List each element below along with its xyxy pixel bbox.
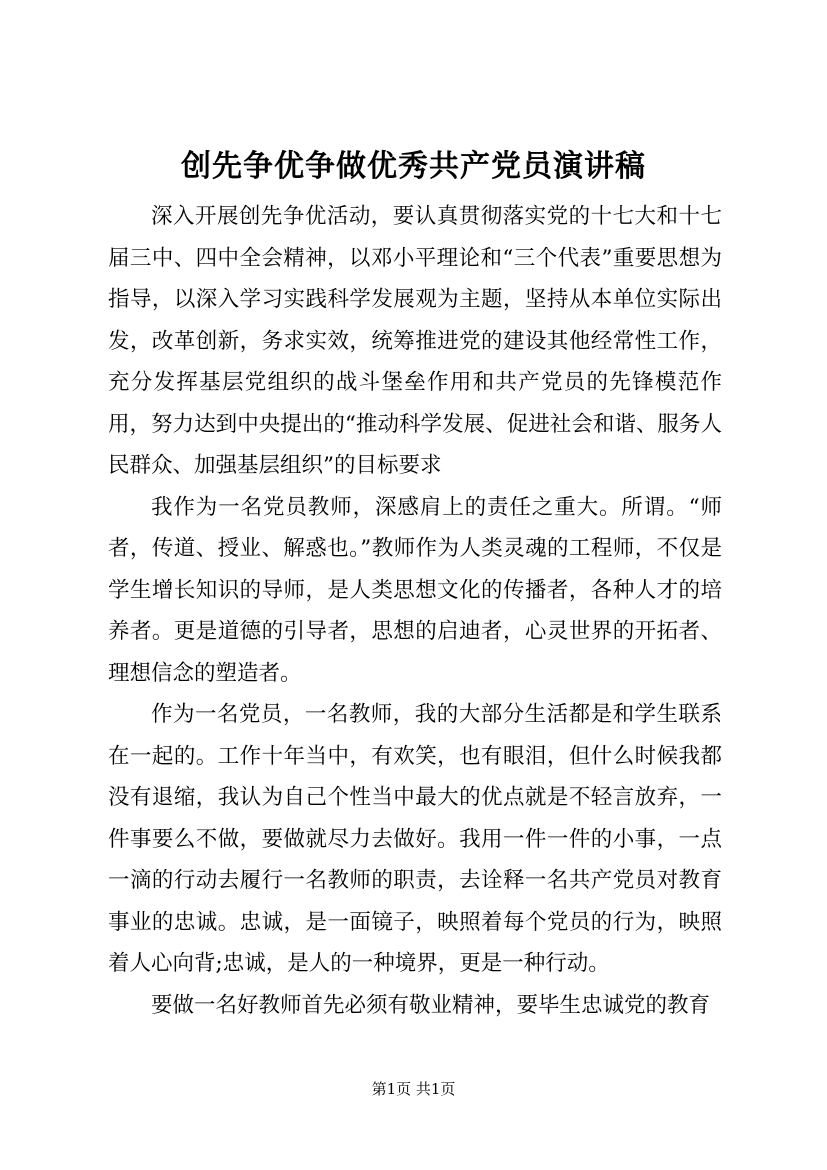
paragraph-2: 我作为一名党员教师，深感肩上的责任之重大。所谓。“师者，传道、授业、解惑也。”教师作为人类灵魂的工程师，不仅是学生增长知识的导师，是人类思想文化的传播者，各种人才的培养者。更是道德的引导者，思想的启迪者，心灵世界的开拓者、理想信念的塑造者。 bbox=[108, 494, 722, 686]
document-body bbox=[108, 196, 722, 1026]
paragraph-3: 作为一名党员，一名教师，我的大部分生活都是和学生联系在一起的。工作十年当中，有欢笑，也有眼泪，但什么时候我都没有退缩，我认为自己个性当中最大的优点就是不轻言放弃，一件事要么不做，要做就尽力去做好。我用一件一件的小事，一点一滴的行动去履行一名教师的职责，去诠释一名共产党员对教育事业的忠诚。忠诚，是一面镜子，映照着每个党员的行为，映照着人心向背;忠诚，是人的一种境界，更是一种行动。 bbox=[108, 702, 722, 976]
paragraph-1: 深入开展创先争优活动，要认真贯彻落实党的十七大和十七届三中、四中全会精神，以邓小平理论和“三个代表”重要思想为指导，以深入学习实践科学发展观为主题，坚持从本单位实际出发，改革创新，务求实效，统筹推进党的建设其他经常性工作，充分发挥基层党组织的战斗堡垒作用和共产党员的先锋模范作用，努力达到中央提出的“推动科学发展、促进社会和谐、服务人民群众、加强基层组织”的目标要求 bbox=[108, 204, 722, 478]
paragraph-4: 要做一名好教师首先必须有敬业精神，要毕生忠诚党的教育 bbox=[151, 992, 711, 1018]
page-footer: 第1页 共1页 bbox=[371, 1080, 456, 1098]
document-title: 创先争优争做优秀共产党员演讲稿 bbox=[181, 149, 646, 184]
